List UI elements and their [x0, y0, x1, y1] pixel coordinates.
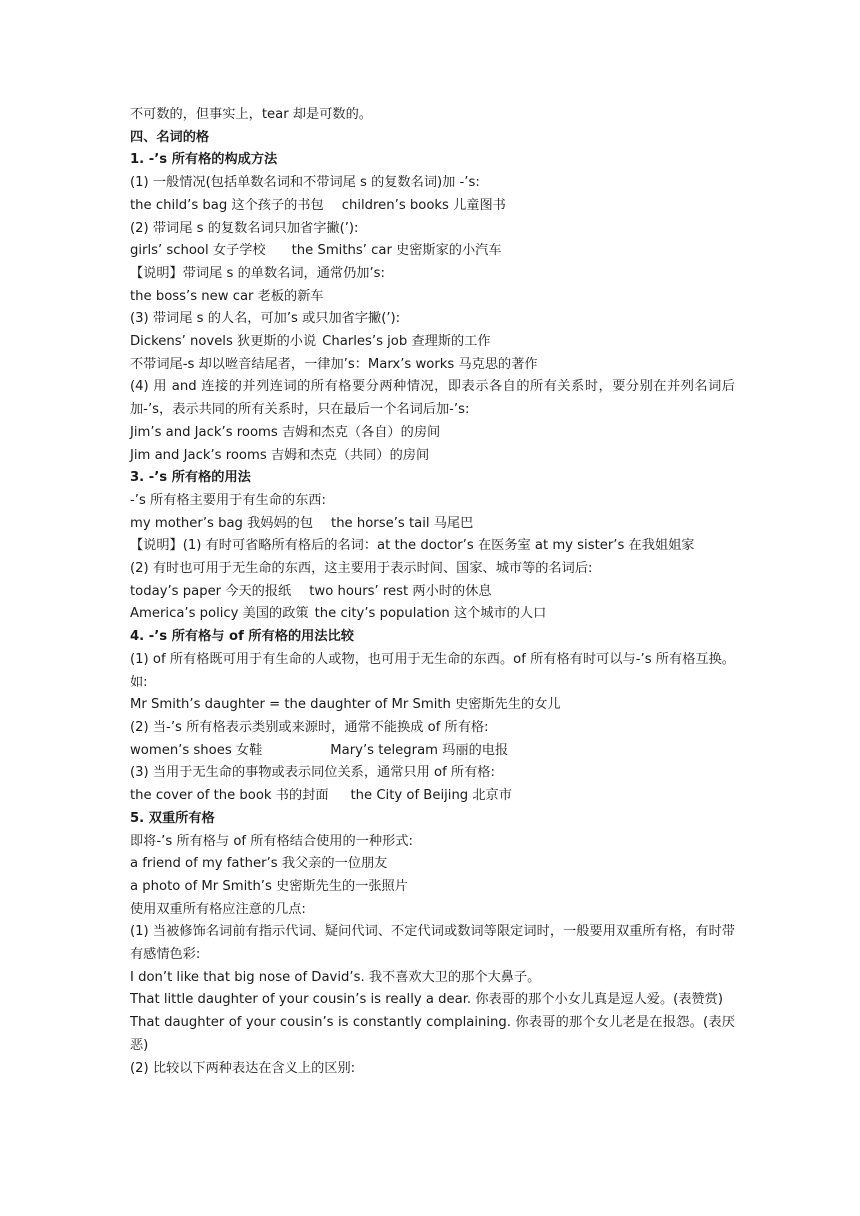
- example-b: Mary’s telegram 玛丽的电报: [330, 742, 509, 758]
- example-a: girls’ school 女子学校: [130, 243, 266, 259]
- example-b: children’s books 儿童图书: [341, 197, 506, 213]
- subsection-heading: 3. -’s 所有格的用法: [130, 470, 251, 486]
- text-line: (3) 当用于无生命的事物或表示同位关系，通常只用 of 所有格:: [130, 765, 495, 781]
- example-a: women’s shoes 女鞋: [130, 742, 263, 758]
- text-line: 不带词尾-s 却以咝音结尾者，一律加’s：Marx’s works 马克思的著作: [130, 356, 538, 372]
- example-line: [130, 785, 735, 808]
- example-a: today’s paper 今天的报纸: [130, 583, 292, 599]
- example-line: a friend of my father’s 我父亲的一位朋友: [130, 856, 388, 872]
- example-b: two hours’ rest 两小时的休息: [309, 583, 492, 599]
- example-line: [130, 195, 735, 218]
- example-a: Dickens’ novels 狄更斯的小说: [130, 334, 317, 350]
- subsection-heading: 5. 双重所有格: [130, 810, 215, 826]
- example-line: [130, 603, 735, 626]
- example-line: [130, 513, 735, 536]
- example-a: my mother’s bag 我妈妈的包: [130, 515, 314, 531]
- text-line: (2) 有时也可用于无生命的东西，这主要用于表示时间、国家、城市等的名词后:: [130, 561, 593, 577]
- example-paragraph: That daughter of your cousin’s is constantly complaining. 你表哥的那个女儿老是在报怨。(表厌恶): [130, 1015, 735, 1053]
- note-line: 【说明】带词尾 s 的单数名词，通常仍加’s:: [130, 265, 385, 281]
- text-line: 即将-’s 所有格与 of 所有格结合使用的一种形式:: [130, 833, 413, 849]
- text-line: -’s 所有格主要用于有生命的东西:: [130, 492, 326, 508]
- text-line: (1) 一般情况(包括单数名词和不带词尾 s 的复数名词)加 -’s:: [130, 175, 480, 191]
- note-line: 【说明】(1) 有时可省略所有格后的名词：at the doctor’s 在医务室 at my sister’s 在我姐姐家: [130, 538, 695, 554]
- example-b: the city’s population 这个城市的人口: [314, 606, 547, 622]
- example-b: the Smiths’ car 史密斯家的小汽车: [291, 243, 502, 259]
- example-line: [130, 331, 735, 354]
- text-line: (2) 当-’s 所有格表示类别或来源时，通常不能换成 of 所有格:: [130, 719, 489, 735]
- example-line: a photo of Mr Smith’s 史密斯先生的一张照片: [130, 878, 408, 894]
- text-line: 使用双重所有格应注意的几点:: [130, 901, 306, 917]
- example-line: [130, 740, 735, 763]
- section-heading: 四、名词的格: [130, 129, 210, 145]
- document-body: [130, 104, 735, 1080]
- text-line: (3) 带词尾 s 的人名，可加’s 或只加省字撇(’):: [130, 311, 401, 327]
- paragraph: (1) of 所有格既可用于有生命的人或物，也可用于无生命的东西。of 所有格有时可以与-’s 所有格互换。如:: [130, 651, 735, 690]
- text-line: 不可数的，但事实上，tear 却是可数的。: [130, 107, 372, 122]
- paragraph: (4) 用 and 连接的并列连词的所有格要分两种情况，即表示各自的所有关系时，要分别在并列名词后加-’s，表示共同的所有关系时，只在最后一个名词后加-’s:: [130, 379, 735, 418]
- example-line: the boss’s new car 老板的新车: [130, 288, 324, 304]
- example-a: America’s policy 美国的政策: [130, 606, 309, 622]
- text-line: (2) 带词尾 s 的复数名词只加省字撇(’):: [130, 220, 359, 236]
- example-line: Jim and Jack’s rooms 吉姆和杰克（共同）的房间: [130, 447, 430, 463]
- paragraph: (1) 当被修饰名词前有指示代词、疑问代词、不定代词或数词等限定词时，一般要用双重所有格，有时带有感情色彩:: [130, 924, 735, 963]
- example-line: Mr Smith’s daughter = the daughter of Mr Smith 史密斯先生的女儿: [130, 697, 561, 713]
- text-line: (2) 比较以下两种表达在含义上的区别:: [130, 1060, 356, 1076]
- example-line: I don’t like that big nose of David’s. 我不喜欢大卫的那个大鼻子。: [130, 969, 541, 985]
- subsection-heading: 4. -’s 所有格与 of 所有格的用法比较: [130, 629, 354, 645]
- subsection-heading: 1. -’s 所有格的构成方法: [130, 152, 278, 168]
- example-line: [130, 240, 735, 263]
- example-b: Charles’s job 查理斯的工作: [322, 334, 491, 350]
- example-a: the cover of the book 书的封面: [130, 788, 329, 804]
- example-line: [130, 581, 735, 604]
- example-b: the City of Beijing 北京市: [350, 788, 512, 804]
- example-paragraph: That little daughter of your cousin’s is really a dear. 你表哥的那个小女儿真是逗人爱。(表赞赏): [130, 992, 723, 1008]
- example-line: Jim’s and Jack’s rooms 吉姆和杰克（各自）的房间: [130, 424, 441, 440]
- example-a: the child’s bag 这个孩子的书包: [130, 197, 324, 213]
- example-b: the horse’s tail 马尾巴: [331, 515, 474, 531]
